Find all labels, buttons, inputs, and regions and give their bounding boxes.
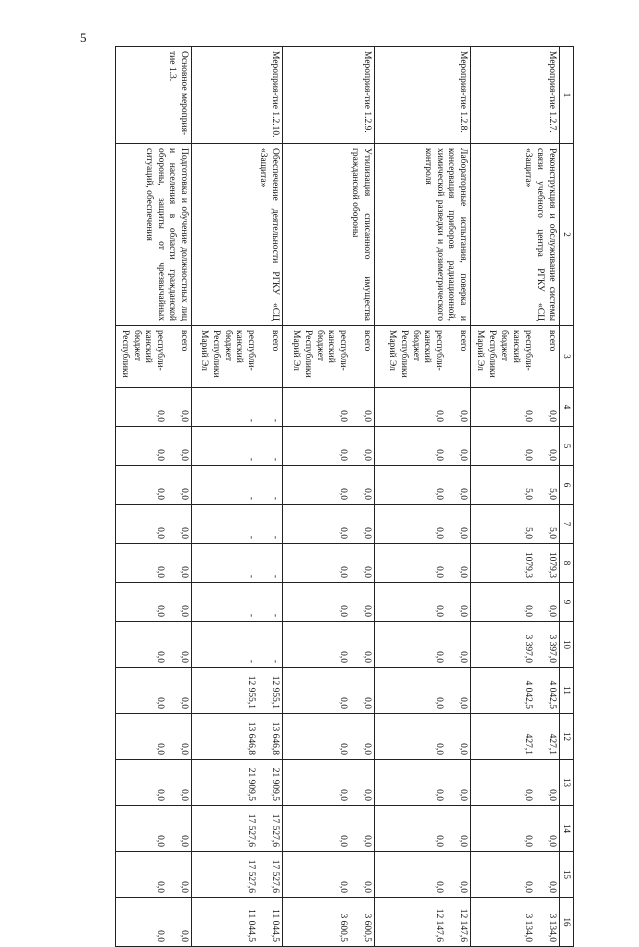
budget-value: 11 044,5 [246, 909, 257, 942]
budget-value: 0,0 [155, 743, 166, 755]
value-cell [471, 806, 559, 852]
table-row [471, 47, 559, 947]
value-cell [192, 583, 283, 622]
funding-source-line: всего [362, 330, 373, 352]
budget-value: 0,0 [434, 449, 445, 461]
budget-value: - [246, 535, 257, 539]
funding-source-cell [471, 326, 559, 388]
total-value: 12 955,1 [270, 675, 281, 709]
budget-value: 0,0 [522, 789, 533, 801]
total-value: - [270, 496, 281, 500]
budget-value: 0,0 [155, 835, 166, 847]
value-cell [471, 760, 559, 806]
value-cell [192, 622, 283, 668]
total-value: 0,0 [179, 697, 190, 709]
table-row [192, 47, 283, 947]
budget-value: 5,0 [522, 527, 533, 539]
total-value: 0,0 [458, 743, 469, 755]
budget-value: 0,0 [155, 605, 166, 617]
value-cell [375, 466, 471, 505]
budget-value: 0,0 [434, 743, 445, 755]
budget-value: 0,0 [434, 789, 445, 801]
total-value: - [270, 418, 281, 422]
total-value: 0,0 [458, 605, 469, 617]
total-value: 0,0 [546, 835, 557, 847]
value-cell [283, 760, 375, 806]
total-value: 0,0 [362, 835, 373, 847]
total-value: 0,0 [458, 789, 469, 801]
header-cell: 7 [559, 505, 573, 544]
total-value: - [270, 457, 281, 461]
total-value: 0,0 [362, 566, 373, 578]
value-cell [115, 388, 192, 427]
value-cell [283, 714, 375, 760]
value-cell [283, 544, 375, 583]
budget-value: 3 600,5 [338, 913, 349, 942]
header-cell: 2 [559, 144, 573, 326]
value-cell [471, 505, 559, 544]
funding-source-line: республи-канский бюджет Республики Марий Эл [290, 330, 349, 378]
total-value: 0,0 [362, 449, 373, 461]
budget-value: 5,0 [522, 488, 533, 500]
total-value: 0,0 [362, 605, 373, 617]
total-value: 0,0 [546, 881, 557, 893]
budget-value: 12 147,6 [434, 908, 445, 942]
value-cell [471, 427, 559, 466]
funding-source-cell [283, 326, 375, 388]
budget-value: - [246, 496, 257, 500]
budget-value: 0,0 [338, 651, 349, 663]
total-value: - [270, 535, 281, 539]
total-value: 11 044,5 [270, 909, 281, 942]
value-cell [375, 544, 471, 583]
budget-value: 0,0 [338, 835, 349, 847]
budget-value: 0,0 [522, 881, 533, 893]
budget-value: 0,0 [155, 527, 166, 539]
header-cell: 1 [559, 47, 573, 144]
header-cell: 12 [559, 714, 573, 760]
budget-value: 17 527,6 [246, 813, 257, 847]
total-value: 5,0 [546, 488, 557, 500]
budget-value: - [246, 418, 257, 422]
total-value: 0,0 [546, 789, 557, 801]
budget-value: 0,0 [338, 449, 349, 461]
value-cell [192, 388, 283, 427]
funding-source-line: республи-канский бюджет Республики [119, 330, 166, 378]
value-cell [471, 544, 559, 583]
budget-value: 0,0 [338, 605, 349, 617]
page-number: 5 [80, 30, 87, 45]
total-value: 0,0 [179, 789, 190, 801]
budget-value: 0,0 [522, 449, 533, 461]
total-value: 0,0 [458, 651, 469, 663]
value-cell [471, 466, 559, 505]
value-cell [283, 668, 375, 714]
total-value: 0,0 [362, 697, 373, 709]
value-cell [192, 760, 283, 806]
budget-value: 0,0 [155, 881, 166, 893]
funding-source-cell [375, 326, 471, 388]
measure-description-cell: Обеспечение деятельности РГКУ «СЦ «Защита» [192, 144, 283, 326]
funding-source-cell [192, 326, 283, 388]
total-value: 21 909,5 [270, 767, 281, 801]
value-cell [115, 714, 192, 760]
budget-value: 21 909,5 [246, 767, 257, 801]
funding-source-line: всего [179, 330, 190, 352]
total-value: 0,0 [546, 605, 557, 617]
budget-value: 0,0 [155, 697, 166, 709]
budget-value: 0,0 [338, 527, 349, 539]
total-value: 0,0 [458, 697, 469, 709]
funding-source-line: всего [546, 330, 557, 352]
value-cell [375, 714, 471, 760]
value-cell [375, 806, 471, 852]
budget-value: 0,0 [434, 527, 445, 539]
measure-id-cell: Мероприя-тие 1.2.8. [375, 47, 471, 144]
value-cell [192, 505, 283, 544]
total-value: - [270, 613, 281, 617]
budget-value: - [246, 574, 257, 578]
value-cell [283, 427, 375, 466]
total-value: 0,0 [362, 527, 373, 539]
budget-value: 0,0 [434, 651, 445, 663]
budget-value: 0,0 [434, 881, 445, 893]
measure-description-cell: Подготовка и обучение должностных лиц и населения в области гражданской обороны, защиты от чрезвычайных ситуаций, обеспечения [115, 144, 192, 326]
total-value: 0,0 [362, 789, 373, 801]
total-value: 0,0 [179, 930, 190, 942]
budget-value: 3 397,0 [522, 634, 533, 663]
total-value: 0,0 [179, 605, 190, 617]
budget-value: 12 955,1 [246, 675, 257, 709]
value-cell [283, 583, 375, 622]
value-cell [115, 544, 192, 583]
funding-source-line: республи-канский бюджет Республики Марий Эл [198, 330, 257, 378]
budget-value: 1079,3 [522, 551, 533, 578]
value-cell [375, 622, 471, 668]
value-cell [115, 668, 192, 714]
rotated-table-wrapper [106, 46, 574, 942]
table-row [283, 47, 375, 947]
value-cell [192, 544, 283, 583]
value-cell [283, 466, 375, 505]
budget-value: 0,0 [338, 410, 349, 422]
total-value: 0,0 [179, 410, 190, 422]
budget-value: - [246, 659, 257, 663]
value-cell [375, 505, 471, 544]
budget-value: 0,0 [155, 651, 166, 663]
budget-value: 427,1 [522, 733, 533, 755]
budget-value: 0,0 [434, 835, 445, 847]
header-cell: 10 [559, 622, 573, 668]
total-value: 0,0 [179, 651, 190, 663]
value-cell [471, 852, 559, 898]
funding-source-cell [115, 326, 192, 388]
header-cell: 5 [559, 427, 573, 466]
header-cell: 14 [559, 806, 573, 852]
budget-value: 0,0 [155, 488, 166, 500]
budget-value: 0,0 [338, 789, 349, 801]
budget-value: 0,0 [338, 697, 349, 709]
value-cell [115, 806, 192, 852]
value-cell [375, 388, 471, 427]
budget-value: 0,0 [155, 566, 166, 578]
value-cell [283, 852, 375, 898]
value-cell [192, 466, 283, 505]
measure-id-cell: Основное мероприя-тие 1.3. [115, 47, 192, 144]
measure-description-cell: Утилизация списанного имущества гражданской обороны [283, 144, 375, 326]
total-value: 0,0 [179, 527, 190, 539]
value-cell [115, 583, 192, 622]
budget-value: 0,0 [522, 410, 533, 422]
budget-value: 0,0 [522, 605, 533, 617]
budget-value: 0,0 [434, 566, 445, 578]
budget-value: 0,0 [434, 605, 445, 617]
total-value: 0,0 [458, 835, 469, 847]
value-cell [283, 388, 375, 427]
value-cell [115, 505, 192, 544]
value-cell [471, 388, 559, 427]
header-row [559, 47, 573, 947]
total-value: 0,0 [362, 488, 373, 500]
value-cell [192, 714, 283, 760]
total-value: 12 147,6 [458, 908, 469, 942]
value-cell [471, 583, 559, 622]
value-cell [283, 806, 375, 852]
measure-id-cell: Мероприя-тие 1.2.9. [283, 47, 375, 144]
total-value: 3 397,0 [546, 634, 557, 663]
budget-value: 17 527,6 [246, 859, 257, 893]
header-cell: 6 [559, 466, 573, 505]
total-value: 17 527,6 [270, 813, 281, 847]
total-value: 0,0 [546, 449, 557, 461]
total-value: 0,0 [458, 566, 469, 578]
total-value: 13 646,8 [270, 721, 281, 755]
budget-value: 4 042,5 [522, 680, 533, 709]
table-row [115, 47, 192, 947]
total-value: 0,0 [458, 488, 469, 500]
value-cell [115, 760, 192, 806]
budget-value: 0,0 [155, 789, 166, 801]
total-value: 0,0 [458, 410, 469, 422]
header-cell: 9 [559, 583, 573, 622]
budget-value: - [246, 613, 257, 617]
budget-value: 0,0 [338, 566, 349, 578]
total-value: 0,0 [179, 566, 190, 578]
budget-value: 0,0 [434, 488, 445, 500]
budget-value: 0,0 [155, 930, 166, 942]
value-cell [375, 760, 471, 806]
measure-id-cell: Мероприя-тие 1.2.7. [471, 47, 559, 144]
value-cell [471, 668, 559, 714]
budget-value: 0,0 [434, 410, 445, 422]
total-value: 0,0 [179, 881, 190, 893]
total-value: - [270, 574, 281, 578]
funding-source-line: республи-канский бюджет Республики Марий Эл [386, 330, 445, 378]
value-cell [375, 583, 471, 622]
measure-description-cell: Лабораторные испытания, поверка и консервация приборов радиационной, химической разведки и дозиметрического контроля [375, 144, 471, 326]
value-cell [115, 466, 192, 505]
budget-value: - [246, 457, 257, 461]
total-value: 17 527,6 [270, 859, 281, 893]
funding-source-line: республи-канский бюджет Республики Марий Эл [475, 330, 533, 378]
total-value: 0,0 [179, 449, 190, 461]
total-value: 0,0 [546, 410, 557, 422]
budget-value: 13 646,8 [246, 721, 257, 755]
total-value: 0,0 [362, 881, 373, 893]
total-value: 1079,3 [546, 551, 557, 578]
value-cell [283, 622, 375, 668]
budget-value: 0,0 [434, 697, 445, 709]
value-cell [375, 668, 471, 714]
total-value: 0,0 [179, 488, 190, 500]
measure-id-cell: Мероприя-тие 1.2.10. [192, 47, 283, 144]
total-value: 3 134,0 [546, 913, 557, 942]
header-cell: 4 [559, 388, 573, 427]
table-row [375, 47, 471, 947]
budget-value: 0,0 [155, 449, 166, 461]
budget-value: 0,0 [338, 743, 349, 755]
total-value: 427,1 [546, 733, 557, 755]
value-cell [471, 714, 559, 760]
value-cell [375, 852, 471, 898]
header-cell: 3 [559, 326, 573, 388]
total-value: 0,0 [362, 651, 373, 663]
total-value: - [270, 659, 281, 663]
measure-description-cell: Реконструкция и обслуживание системы связи учебного центра РГКУ «СЦ «Защита» [471, 144, 559, 326]
value-cell [192, 668, 283, 714]
total-value: 5,0 [546, 527, 557, 539]
budget-value: 3 134,0 [522, 913, 533, 942]
budget-value: 0,0 [155, 410, 166, 422]
total-value: 3 600,5 [362, 913, 373, 942]
funding-source-line: всего [458, 330, 469, 352]
value-cell [115, 427, 192, 466]
total-value: 0,0 [179, 743, 190, 755]
budget-table [115, 46, 574, 947]
header-cell: 11 [559, 668, 573, 714]
header-cell: 13 [559, 760, 573, 806]
total-value: 0,0 [362, 743, 373, 755]
value-cell [192, 806, 283, 852]
budget-value: 0,0 [522, 835, 533, 847]
value-cell [115, 852, 192, 898]
total-value: 0,0 [458, 527, 469, 539]
header-cell: 15 [559, 852, 573, 898]
funding-source-line: всего [270, 330, 281, 352]
value-cell [375, 427, 471, 466]
total-value: 0,0 [179, 835, 190, 847]
value-cell [115, 622, 192, 668]
budget-value: 0,0 [338, 881, 349, 893]
total-value: 0,0 [458, 449, 469, 461]
total-value: 4 042,5 [546, 680, 557, 709]
header-cell: 8 [559, 544, 573, 583]
budget-value: 0,0 [338, 488, 349, 500]
total-value: 0,0 [362, 410, 373, 422]
value-cell [283, 505, 375, 544]
total-value: 0,0 [458, 881, 469, 893]
value-cell [471, 622, 559, 668]
value-cell [192, 852, 283, 898]
header-cell: 16 [559, 898, 573, 947]
value-cell [192, 427, 283, 466]
